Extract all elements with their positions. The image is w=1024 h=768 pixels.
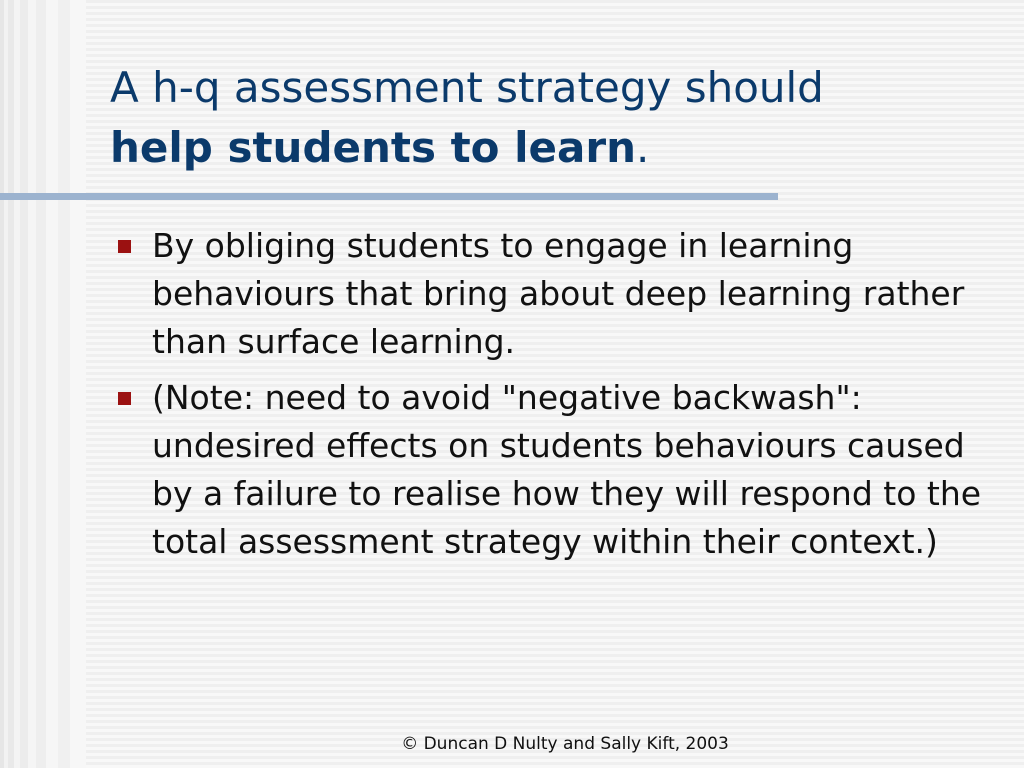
bullet-list <box>118 222 1013 574</box>
title-divider <box>0 193 778 200</box>
bullet-item <box>118 222 1013 366</box>
bullet-text: (Note: need to avoid "negative backwash": undesired effects on students behaviours caused by a failure to realise how they will respond to the total assessment strategy within their context.) <box>152 378 982 561</box>
title-period: . <box>635 123 650 172</box>
bullet-item <box>118 374 1013 566</box>
square-bullet-icon <box>118 240 131 253</box>
slide-title <box>110 58 1010 178</box>
title-emphasis: help students to learn <box>110 123 636 172</box>
title-line-1: A h-q assessment strategy should <box>110 63 824 112</box>
square-bullet-icon <box>118 392 131 405</box>
bullet-text: By obliging students to engage in learning behaviours that bring about deep learning rather than surface learning. <box>152 226 965 361</box>
copyright-footer: © Duncan D Nulty and Sally Kift, 2003 <box>401 734 729 754</box>
